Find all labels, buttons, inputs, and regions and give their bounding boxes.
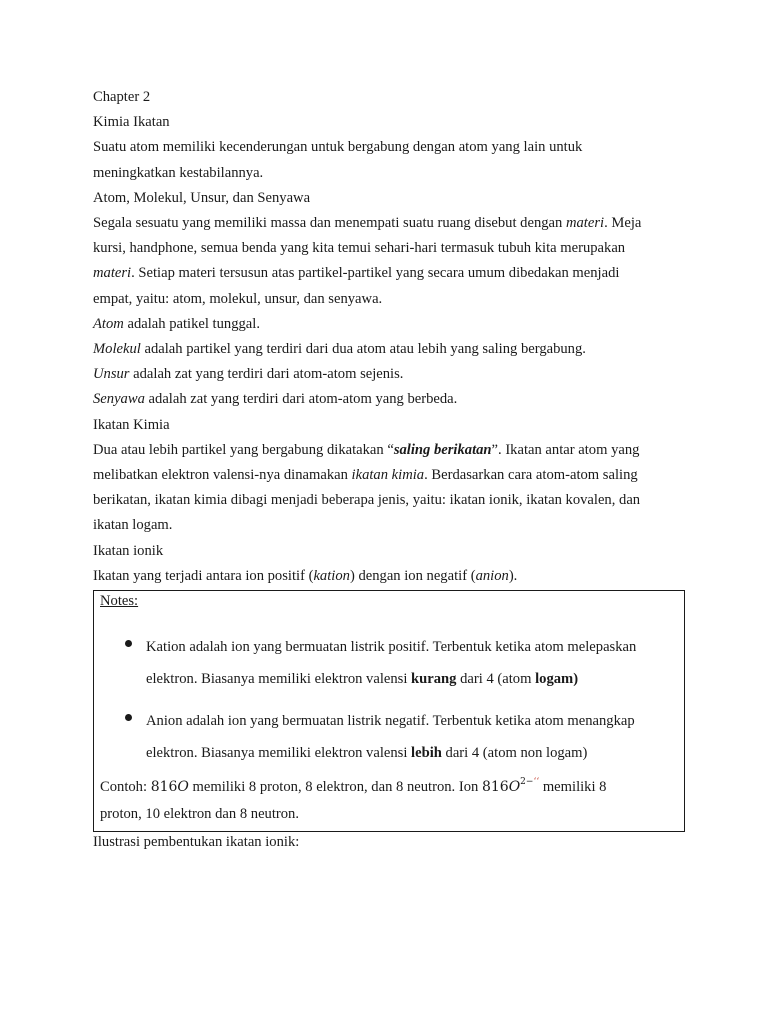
bullet-anion-line-1: Anion adalah ion yang bermuatan listrik negatif. Terbentuk ketika atom menangkap xyxy=(146,713,635,730)
contoh-line-2: proton, 10 elektron dan 8 neutron. xyxy=(100,806,299,823)
definition-senyawa: Senyawa adalah zat yang terdiri dari atom-atom yang berbeda. xyxy=(93,391,458,408)
paragraph-1-line-4: empat, yaitu: atom, molekul, unsur, dan senyawa. xyxy=(93,290,383,307)
paragraph-2-line-2: melibatkan elektron valensi-nya dinamakan ikatan kimia. Berdasarkan cara atom-atom saling xyxy=(93,467,638,484)
section-heading-ikatan-kimia: Ikatan Kimia xyxy=(93,416,170,433)
bullet-kation-line-2: elektron. Biasanya memiliki elektron valensi kurang dari 4 (atom logam) xyxy=(146,671,579,688)
bullet-kation-line-1: Kation adalah ion yang bermuatan listrik positif. Terbentuk ketika atom melepaskan xyxy=(146,639,637,656)
bullet-kation xyxy=(100,631,684,695)
section-heading-atom: Atom, Molekul, Unsur, dan Senyawa xyxy=(93,189,311,206)
bullet-anion xyxy=(100,705,684,769)
chapter-title: Kimia Ikatan xyxy=(93,114,170,131)
intro-line-1: Suatu atom memiliki kecenderungan untuk bergabung dengan atom yang lain untuk xyxy=(93,139,583,156)
definition-atom: Atom adalah patikel tunggal. xyxy=(93,315,260,332)
paragraph-2-line-1: Dua atau lebih partikel yang bergabung dikatakan “saling berikatan”. Ikatan antar atom yang xyxy=(93,441,640,458)
isotope-notation: 816O xyxy=(150,779,189,796)
chapter-label: Chapter 2 xyxy=(93,89,151,105)
paragraph-2-line-3: berikatan, ikatan kimia dibagi menjadi beberapa jenis, yaitu: ikatan ionik, ikatan kovalen, dan xyxy=(93,492,641,509)
bullet-anion-line-2: elektron. Biasanya memiliki elektron valensi lebih dari 4 (atom non logam) xyxy=(146,745,588,762)
paragraph-1-line-2: kursi, handphone, semua benda yang kita temui sehari-hari termasuk tubuh kita merupakan xyxy=(93,240,626,257)
section-heading-ikatan-ionik: Ikatan ionik xyxy=(93,542,164,559)
contoh-line-1: Contoh: 816O memiliki 8 proton, 8 elektron, dan 8 neutron. Ion $816O^{2-‘‘}$ memiliki 8 xyxy=(100,777,607,796)
ion-notation: $816O^{2-‘‘}$ xyxy=(481,777,540,796)
document-body xyxy=(93,85,693,852)
notes-title: Notes: xyxy=(100,593,139,610)
definition-unsur: Unsur adalah zat yang terdiri dari atom-atom sejenis. xyxy=(93,366,404,383)
illustration-caption: Ilustrasi pembentukan ikatan ionik: xyxy=(93,834,300,851)
paragraph-3: Ikatan yang terjadi antara ion positif (kation) dengan ion negatif (anion). xyxy=(93,567,518,584)
intro-line-2: meningkatkan kestabilannya. xyxy=(93,164,264,181)
paragraph-1-line-3: materi. Setiap materi tersusun atas partikel-partikel yang secara umum dibedakan menjadi xyxy=(93,265,620,282)
notes-box xyxy=(93,590,685,832)
paragraph-2-line-4: ikatan logam. xyxy=(93,517,173,534)
definition-molekul: Molekul adalah partikel yang terdiri dari dua atom atau lebih yang saling bergabung. xyxy=(93,341,586,358)
bullet-dot-icon xyxy=(125,640,132,647)
paragraph-1-line-1: Segala sesuatu yang memiliki massa dan menempati suatu ruang disebut dengan materi. Meja xyxy=(93,215,642,232)
bullet-dot-icon xyxy=(125,714,132,721)
